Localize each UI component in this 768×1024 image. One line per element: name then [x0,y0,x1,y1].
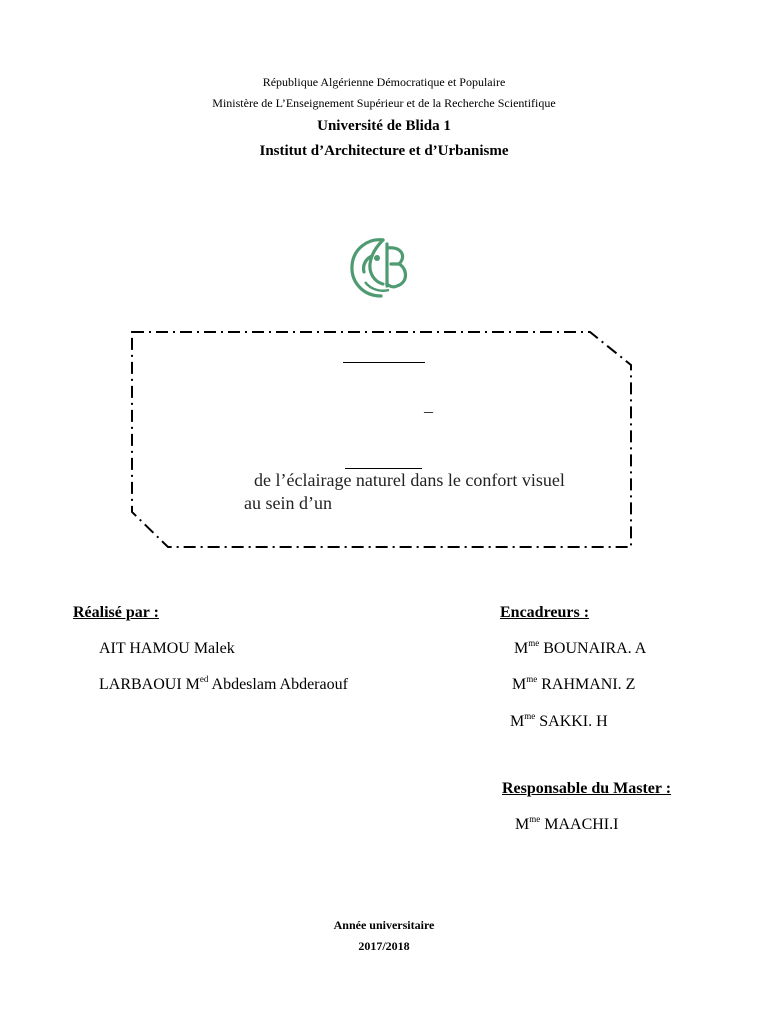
supervisor-name: $M^{me}$ SAKKI. H [510,711,608,730]
author-name: AIT HAMOU Malek [99,640,235,657]
subtitle-line-2: au sein d’un [244,493,332,513]
title-blank-line [343,362,425,363]
academic-year-label: Année universitaire [333,918,435,932]
supervisor-name: $M^{me}$ RAHMANI. Z [512,674,636,693]
subtitle-line-1: de l’éclairage naturel dans le confort visuel [254,470,565,490]
academic-year: 2017/2018 [358,939,410,953]
title-dash: – [424,401,433,421]
author-name: LARBAOUI $M^{ed}$ Abdeslam Abderaouf [99,674,348,693]
institute-name: Institut d’Architecture et d’Urbanisme [259,143,509,159]
supervisors-heading: Encadreurs : [500,604,590,621]
supervisor-name: $M^{me}$ BOUNAIRA. A [514,638,647,657]
master-lead-name: $M^{me}$ MAACHI.I [515,814,619,833]
ministry-line: Ministère de L’Enseignement Supérieur et de la Recherche Scientifique [212,96,556,110]
republic-line: République Algérienne Démocratique et Populaire [262,75,506,89]
authors-heading: Réalisé par : [73,604,159,621]
university-name: Université de Blida 1 [317,118,451,134]
subtitle-blank-line [345,468,422,469]
master-lead-heading: Responsable du Master : [502,780,672,797]
